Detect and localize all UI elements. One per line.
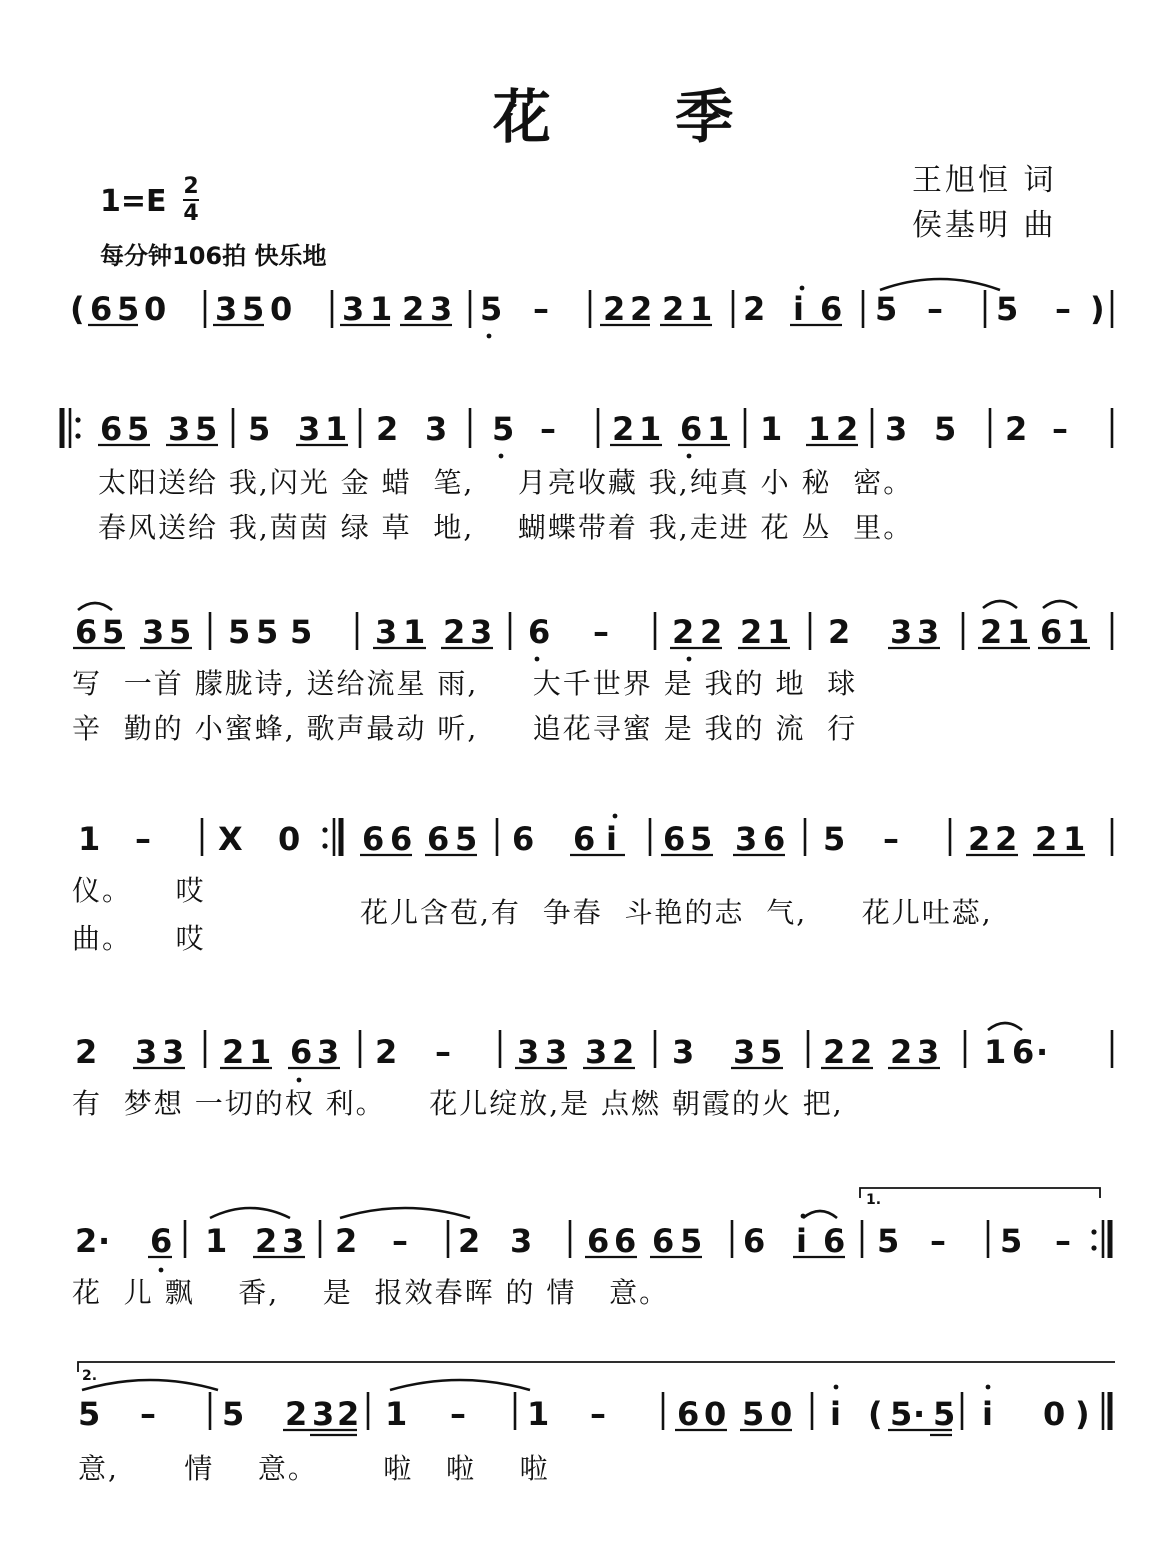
note-row3-17: 1 [767, 613, 790, 651]
note-row7-14: 0 [770, 1395, 793, 1433]
note-row5-4: 2 [222, 1033, 245, 1071]
note-row7-7: 1 [385, 1395, 408, 1433]
note-row4-18: 2 [968, 820, 991, 858]
note-row5-12: 3 [585, 1033, 608, 1071]
note-row5-22: 6 [1012, 1033, 1035, 1071]
note-row6-21: – [1055, 1222, 1071, 1260]
note-row1-1: ( [70, 290, 85, 328]
note-row4-3: X [218, 820, 243, 858]
note-row1-24: – [1055, 290, 1071, 328]
row3-barlines [210, 612, 1112, 650]
note-row2-6: 3 [298, 410, 321, 448]
lyric-row4-line1: 仪。 哎 [72, 874, 206, 907]
note-row6-11: 6 [587, 1222, 610, 1260]
note-row1-7: 0 [270, 290, 293, 328]
note-row5-17: 2 [823, 1033, 846, 1071]
note-row5-18: 2 [850, 1033, 873, 1071]
note-row1-8: 3 [342, 290, 365, 328]
note-row5-5: 1 [249, 1033, 272, 1071]
note-row5-16: 5 [760, 1033, 783, 1071]
note-row5-6: 6 [290, 1033, 313, 1071]
note-row6-19: – [930, 1222, 946, 1260]
note-row1-2: 6 [90, 290, 113, 328]
note-row1-19: i [793, 290, 804, 328]
note-row4-5: 6 [362, 820, 385, 858]
lyricist-credit: 王旭恒 词 [912, 163, 1057, 198]
volta-1-bracket [860, 1188, 1100, 1198]
row1-tie [880, 279, 1000, 290]
lyric-row2-line1: 太阳送给 我,闪光 金 蜡 笔, 月亮收藏 我,纯真 小 秘 密。 [98, 466, 914, 499]
note-row2-17: 1 [808, 410, 831, 448]
note-row3-2: 5 [102, 613, 125, 651]
note-row1-4: 0 [144, 290, 167, 328]
note-row7-13: 5 [742, 1395, 765, 1433]
note-row3-13: – [593, 613, 609, 651]
volta-2-bracket [78, 1362, 1115, 1372]
note-row2-8: 2 [376, 410, 399, 448]
volta-number-1: 1. [866, 1192, 882, 1208]
note-row1-13: – [533, 290, 549, 328]
note-row6-2: · [98, 1222, 111, 1260]
note-row1-11: 3 [430, 290, 453, 328]
note-row3-18: 2 [828, 613, 851, 651]
note-row1-9: 1 [370, 290, 393, 328]
note-row2-15: 1 [707, 410, 730, 448]
note-row3-20: 3 [917, 613, 940, 651]
song-title: 花 季 [492, 83, 786, 151]
note-row5-8: 2 [375, 1033, 398, 1071]
note-row4-19: 2 [995, 820, 1018, 858]
note-row3-1: 6 [75, 613, 98, 651]
row6-barlines [185, 1220, 1110, 1258]
note-row3-16: 2 [740, 613, 763, 651]
note-row3-4: 5 [169, 613, 192, 651]
note-row3-5: 5 [228, 613, 251, 651]
note-row4-16: 5 [823, 820, 846, 858]
note-row2-7: 1 [325, 410, 348, 448]
note-row4-9: 6 [512, 820, 535, 858]
note-row2-19: 3 [885, 410, 908, 448]
note-row7-17: 5 [890, 1395, 913, 1433]
note-row7-4: 2 [285, 1395, 308, 1433]
note-row6-5: 2 [255, 1222, 278, 1260]
note-row6-6: 3 [282, 1222, 305, 1260]
note-row1-22: – [927, 290, 943, 328]
note-row6-16: i [796, 1222, 807, 1260]
note-row6-17: 6 [823, 1222, 846, 1260]
time-signature-numerator: 2 [183, 174, 199, 199]
lyric-row2-line2: 春风送给 我,茵茵 绿 草 地, 蝴蝶带着 我,走进 花 丛 里。 [98, 511, 914, 544]
note-row4-17: – [883, 820, 899, 858]
lyric-row3-line1: 写 一首 朦胧诗, 送给流星 雨, 大千世界 是 我的 地 球 [72, 667, 858, 700]
note-row2-16: 1 [760, 410, 783, 448]
note-row5-20: 3 [917, 1033, 940, 1071]
note-row4-12: 6 [663, 820, 686, 858]
note-row3-9: 1 [403, 613, 426, 651]
note-row1-17: 1 [690, 290, 713, 328]
volta-number-2: 2. [82, 1368, 98, 1384]
note-row7-9: 1 [527, 1395, 550, 1433]
note-row3-12: 6 [528, 613, 551, 651]
note-row4-15: 6 [763, 820, 786, 858]
note-row6-8: – [392, 1222, 408, 1260]
note-row1-25: ) [1090, 290, 1105, 328]
lyric-row5-line1: 有 梦想 一切的权 利。 花儿绽放,是 点燃 朝霞的火 把, [72, 1087, 844, 1120]
note-row1-15: 2 [630, 290, 653, 328]
lyric-row7-line1: 意, 情 意。 啦 啦 啦 [78, 1452, 550, 1485]
note-row7-2: – [140, 1395, 156, 1433]
note-row6-12: 6 [614, 1222, 637, 1260]
note-row2-2: 5 [127, 410, 150, 448]
note-row6-7: 2 [335, 1222, 358, 1260]
note-row7-21: 0 [1043, 1395, 1066, 1433]
note-row5-14: 3 [672, 1033, 695, 1071]
time-signature-denominator: 4 [183, 201, 199, 226]
row5-barlines [205, 1030, 1112, 1068]
note-row7-8: – [450, 1395, 466, 1433]
note-row7-10: – [590, 1395, 606, 1433]
note-row3-14: 2 [672, 613, 695, 651]
note-row1-16: 2 [662, 290, 685, 328]
note-row6-1: 2 [75, 1222, 98, 1260]
notes-layer [70, 290, 1105, 1433]
note-row5-10: 3 [517, 1033, 540, 1071]
note-row3-6: 5 [256, 613, 279, 651]
note-row3-7: 5 [290, 613, 313, 651]
note-row4-6: 6 [390, 820, 413, 858]
note-row5-13: 2 [612, 1033, 635, 1071]
note-row6-4: 1 [205, 1222, 228, 1260]
note-row2-4: 5 [195, 410, 218, 448]
note-row1-6: 5 [242, 290, 265, 328]
note-row7-11: 6 [677, 1395, 700, 1433]
note-row4-21: 1 [1063, 820, 1086, 858]
note-row4-11: i [606, 820, 617, 858]
key-signature: 1=E [100, 184, 167, 219]
note-row6-9: 2 [458, 1222, 481, 1260]
note-row7-1: 5 [78, 1395, 101, 1433]
note-row2-10: 5 [492, 410, 515, 448]
note-row5-21: 1 [984, 1033, 1007, 1071]
note-row1-14: 2 [603, 290, 626, 328]
note-row7-20: i [982, 1395, 993, 1433]
composer-credit: 侯基明 曲 [912, 208, 1057, 243]
row7-underlines [283, 1430, 952, 1435]
lyric-row4-line2: 花儿含苞,有 争春 斗艳的志 气, 花儿吐蕊, [360, 896, 993, 929]
note-row1-21: 5 [875, 290, 898, 328]
note-row5-2: 3 [135, 1033, 158, 1071]
note-row2-20: 5 [934, 410, 957, 448]
note-row7-16: ( [868, 1395, 883, 1433]
note-row7-12: 0 [704, 1395, 727, 1433]
note-row2-13: 1 [639, 410, 662, 448]
note-row1-23: 5 [996, 290, 1019, 328]
note-row7-22: ) [1075, 1395, 1090, 1433]
note-row3-3: 3 [142, 613, 165, 651]
note-row2-21: 2 [1005, 410, 1028, 448]
note-row6-10: 3 [510, 1222, 533, 1260]
note-row7-19: 5 [933, 1395, 956, 1433]
note-row3-21: 2 [980, 613, 1003, 651]
note-row7-3: 5 [222, 1395, 245, 1433]
note-row5-3: 3 [162, 1033, 185, 1071]
note-row3-23: 6 [1040, 613, 1063, 651]
note-row2-5: 5 [248, 410, 271, 448]
note-row7-15: i [830, 1395, 841, 1433]
note-row2-22: – [1052, 410, 1068, 448]
note-row1-10: 2 [402, 290, 425, 328]
note-row4-14: 3 [735, 820, 758, 858]
note-row4-20: 2 [1035, 820, 1058, 858]
note-row7-18: · [913, 1395, 926, 1433]
note-row6-13: 6 [652, 1222, 675, 1260]
note-row2-18: 2 [836, 410, 859, 448]
tempo-marking: 每分钟106拍 快乐地 [100, 242, 327, 270]
note-row3-8: 3 [375, 613, 398, 651]
note-row5-7: 3 [317, 1033, 340, 1071]
note-row3-11: 3 [470, 613, 493, 651]
note-row6-14: 5 [680, 1222, 703, 1260]
note-row3-24: 1 [1067, 613, 1090, 651]
note-row4-8: 5 [455, 820, 478, 858]
note-row5-19: 2 [890, 1033, 913, 1071]
note-row4-4: 0 [278, 820, 301, 858]
lyric-row6-line1: 花 儿 飘 香, 是 报效春晖 的 情 意。 [72, 1276, 670, 1309]
lyric-row3-line2: 辛 勤的 小蜜蜂, 歌声最动 听, 追花寻蜜 是 我的 流 行 [72, 712, 858, 745]
note-row4-13: 5 [690, 820, 713, 858]
note-row6-18: 5 [877, 1222, 900, 1260]
note-row2-1: 6 [100, 410, 123, 448]
note-row1-20: 6 [820, 290, 843, 328]
note-row1-12: 5 [480, 290, 503, 328]
note-row4-1: 1 [78, 820, 101, 858]
note-row4-7: 6 [427, 820, 450, 858]
note-row6-3: 6 [150, 1222, 173, 1260]
note-row6-15: 6 [743, 1222, 766, 1260]
note-row4-10: 6 [573, 820, 596, 858]
note-row5-1: 2 [75, 1033, 98, 1071]
note-row3-19: 3 [890, 613, 913, 651]
note-row2-11: – [540, 410, 556, 448]
note-row5-15: 3 [733, 1033, 756, 1071]
lyric-row4-line3: 曲。 哎 [72, 922, 206, 955]
note-row3-15: 2 [700, 613, 723, 651]
note-row2-14: 6 [680, 410, 703, 448]
note-row5-23: · [1036, 1033, 1049, 1071]
note-row7-6: 2 [337, 1395, 360, 1433]
note-row2-9: 3 [425, 410, 448, 448]
note-row1-3: 5 [117, 290, 140, 328]
note-row5-11: 3 [545, 1033, 568, 1071]
note-row1-5: 3 [215, 290, 238, 328]
note-row2-12: 2 [612, 410, 635, 448]
note-row3-22: 1 [1007, 613, 1030, 651]
note-row7-5: 3 [312, 1395, 335, 1433]
note-row1-18: 2 [743, 290, 766, 328]
note-row3-10: 2 [443, 613, 466, 651]
note-row4-2: – [135, 820, 151, 858]
note-row2-3: 3 [168, 410, 191, 448]
note-row6-20: 5 [1000, 1222, 1023, 1260]
note-row5-9: – [435, 1033, 451, 1071]
